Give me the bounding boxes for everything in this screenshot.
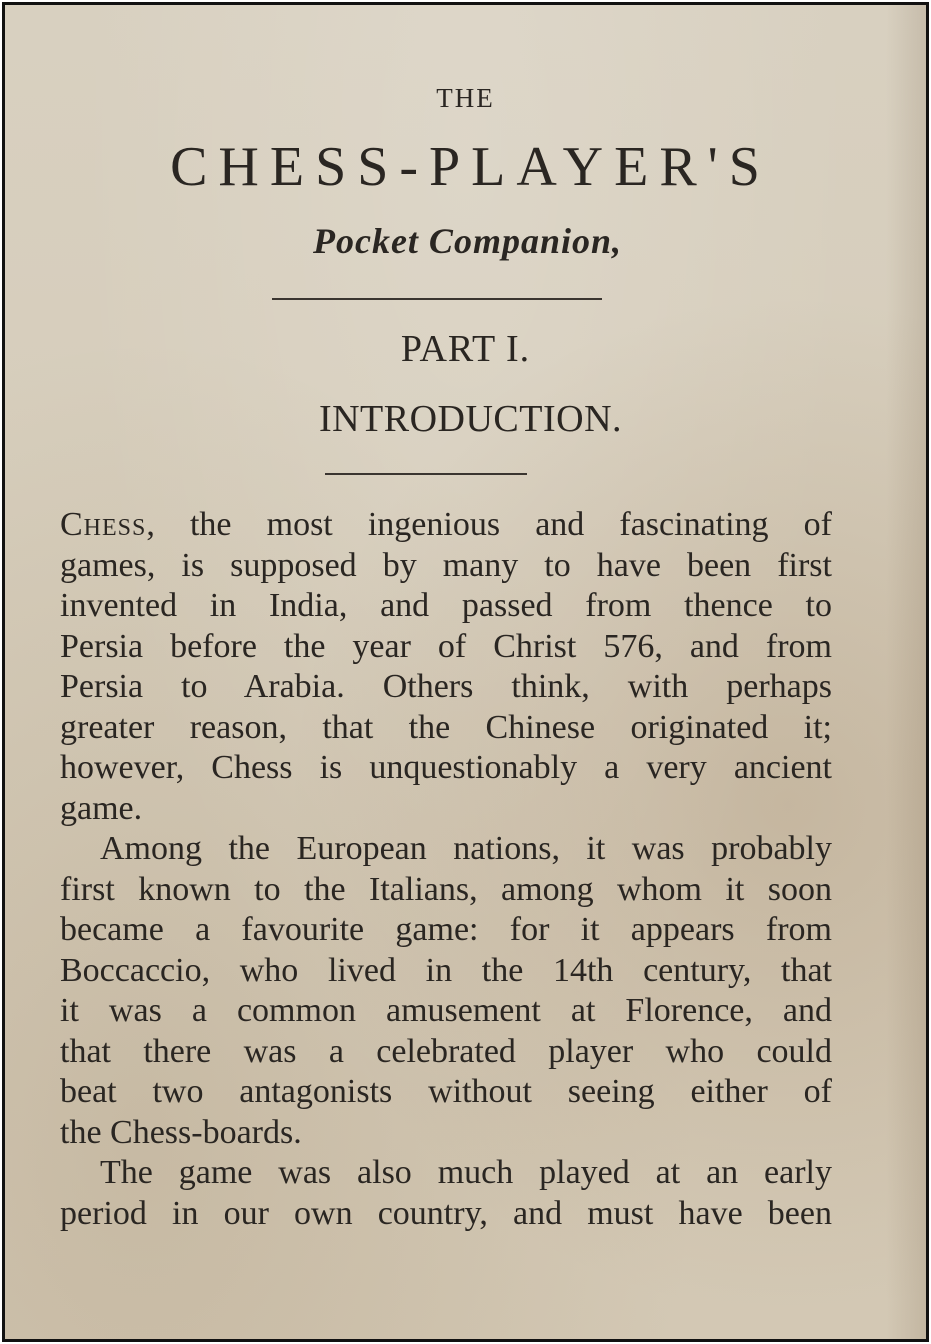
text-line: became a favourite game: for it appears from — [60, 911, 832, 948]
book-title: CHESS-PLAYER'S — [170, 136, 771, 198]
text-line: Among the European nations, it was probably — [100, 830, 832, 867]
text-line: The game was also much played at an early — [100, 1154, 832, 1191]
text-line: greater reason, that the Chinese originated it; — [60, 708, 832, 746]
book-subtitle: Pocket Companion, — [312, 221, 622, 261]
drop-lead-word: Chess — [60, 506, 147, 543]
text-line: however, Chess is unquestionably a very ancient — [60, 749, 832, 786]
text-line: it was a common amusement at Florence, and — [60, 992, 832, 1029]
divider-rule — [325, 473, 527, 475]
text-line: Persia to Arabia. Others think, with perhaps — [60, 668, 832, 705]
section-heading: INTRODUCTION. — [318, 398, 623, 440]
text-line: period in our own country, and must have been — [60, 1194, 832, 1232]
page — [2, 2, 929, 1342]
body-text — [60, 505, 832, 1234]
text-line: beat two antagonists without seeing either of — [60, 1073, 832, 1110]
text-line: game. — [60, 789, 143, 827]
text-line: the Chess-boards. — [60, 1113, 302, 1151]
divider-rule — [272, 298, 602, 300]
paragraph — [60, 1153, 832, 1234]
text-line: that there was a celebrated player who could — [60, 1032, 832, 1070]
title-article: THE — [436, 83, 495, 113]
line-text: , the most ingenious and fascinating of — [146, 506, 832, 543]
paragraph — [60, 505, 832, 829]
text-line — [60, 505, 832, 546]
text-line: invented in India, and passed from thence to — [60, 587, 832, 624]
text-line: Boccaccio, who lived in the 14th century, that — [60, 951, 832, 989]
paragraph — [60, 829, 832, 1153]
text-line: games, is supposed by many to have been first — [60, 546, 832, 584]
text-line: first known to the Italians, among whom it soon — [60, 870, 832, 908]
page-shading — [886, 5, 926, 1339]
part-heading: PART I. — [400, 328, 531, 370]
text-line: Persia before the year of Christ 576, and from — [60, 627, 832, 665]
